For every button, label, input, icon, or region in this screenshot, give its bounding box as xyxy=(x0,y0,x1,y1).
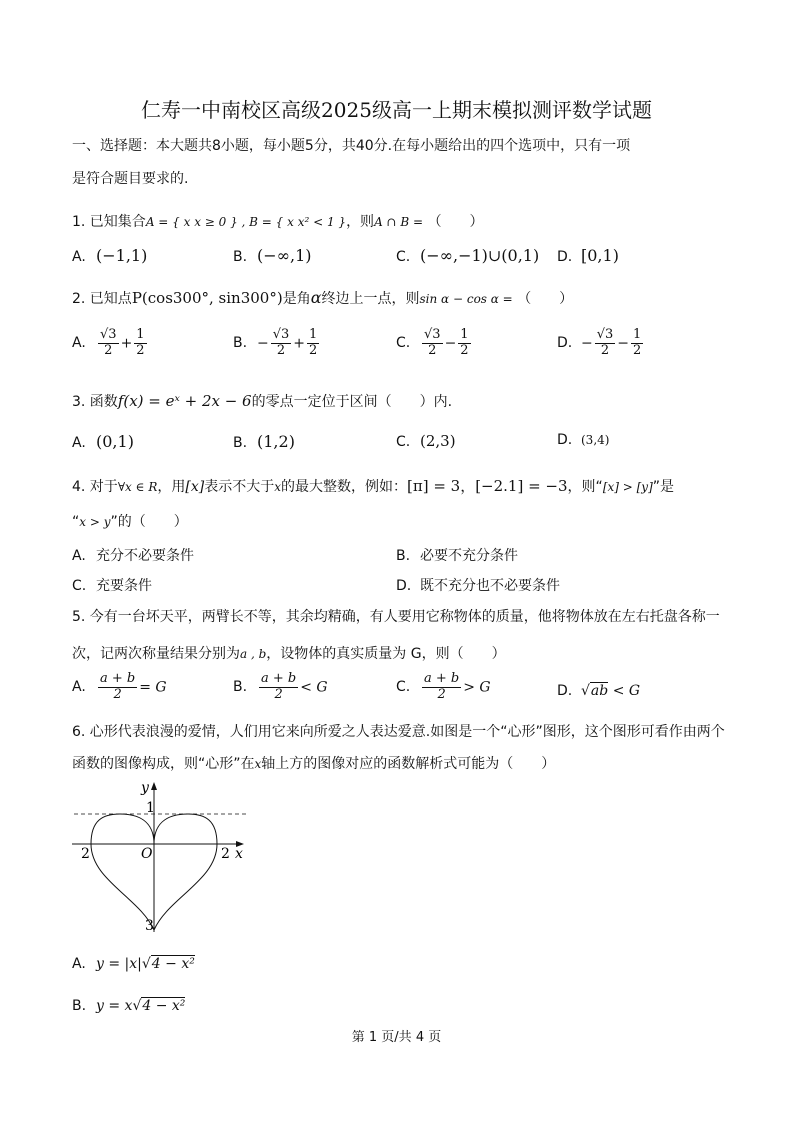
graph-label-one: 1 xyxy=(146,800,155,816)
graph-label-origin: O xyxy=(141,846,153,862)
graph-label-bottom-3: 3 xyxy=(145,918,154,934)
q1-sets: A = { x x ≥ 0 } , B = { x x² < 1 } xyxy=(145,215,347,229)
q1-suffix: （ ） xyxy=(427,214,484,230)
q4-forall: ∀x ∈ R xyxy=(117,480,158,494)
q2-suffix: （ ） xyxy=(517,291,574,307)
q2-option-b[interactable]: B. − $\frac{√3}{2}$ + $\frac{1}{2}$ xyxy=(233,327,318,358)
q1-prefix: 1. 已知集合 xyxy=(72,214,146,230)
question-5-stem-cont: 次，记两次称量结果分别为a , b，设物体的真实质量为 G，则（ ） xyxy=(72,646,506,662)
heart-upper-right xyxy=(154,814,217,844)
q2-point: P(cos300°, sin300°) xyxy=(131,289,283,307)
q2-alpha: α xyxy=(310,288,322,307)
q1-option-b[interactable]: B. (−∞,1) xyxy=(233,246,312,265)
question-4-stem-cont: “x > y”的（ ） xyxy=(72,514,188,530)
heart-graph-figure xyxy=(68,780,253,938)
q5-option-b[interactable]: B. $\frac{a + b}{2}$ < G xyxy=(233,671,328,702)
q1-option-c[interactable]: C. (−∞,−1)∪(0,1) xyxy=(396,246,540,265)
y-axis-arrow xyxy=(151,782,157,790)
page-title: 仁寿一中南校区高级2025级高一上期末模拟测评数学试题 xyxy=(141,98,652,122)
graph-label-left-2: 2 xyxy=(81,846,90,862)
graph-label-y: y xyxy=(141,780,149,796)
question-2-stem xyxy=(72,288,573,308)
q3-option-b[interactable]: B. (1,2) xyxy=(233,432,295,451)
question-6-stem-cont: 函数的图像构成，则“心形”在x轴上方的图像对应的函数解析式可能为（ ） xyxy=(72,756,556,772)
q3-prefix: 3. 函数 xyxy=(72,394,118,410)
page-footer: 第 1 页/共 4 页 xyxy=(351,1030,442,1045)
q6-option-b[interactable]: B. y = x√4 − x² xyxy=(72,998,186,1014)
q2-mid: 是角 xyxy=(282,291,311,307)
q4-option-b[interactable]: B. 必要不充分条件 xyxy=(396,548,518,564)
graph-label-right-2: 2 xyxy=(221,846,230,862)
q3-option-c[interactable]: C. (2,3) xyxy=(396,432,456,450)
q3-option-d[interactable]: D. (3,4) xyxy=(557,432,610,448)
q3-suffix: 的零点一定位于区间（ ）内. xyxy=(251,394,453,410)
q4-option-c[interactable]: C. 充要条件 xyxy=(72,578,152,594)
q4-option-d[interactable]: D. 既不充分也不必要条件 xyxy=(396,578,560,594)
q3-option-a[interactable]: A. (0,1) xyxy=(72,432,134,451)
section-heading: 一、选择题：本大题共8小题，每小题5分，共40分.在每小题给出的四个选项中，只有一项 xyxy=(72,138,631,154)
q2-option-d[interactable]: D. − $\frac{√3}{2}$ − $\frac{1}{2}$ xyxy=(557,327,642,358)
q2-expr: sin α − cos α = xyxy=(419,292,513,306)
section-heading-cont: 是符合题目要求的. xyxy=(72,171,189,187)
question-3-stem xyxy=(72,391,452,411)
q1-expr: A ∩ B = xyxy=(374,215,424,229)
graph-label-x: x xyxy=(235,846,243,862)
question-5-stem: 5. 今有一台坏天平，两臂长不等，其余均精确，有人要用它称物体的质量，他将物体放在左右托盘各称一 xyxy=(72,609,720,625)
q1-option-d[interactable]: D. [0,1) xyxy=(557,246,619,265)
question-6-stem: 6. 心形代表浪漫的爱情，人们用它来向所爱之人表达爱意.如图是一个“心形”图形，这个图形可看作由两个 xyxy=(72,724,725,740)
q5-option-a[interactable]: A. $\frac{a + b}{2}$ = G xyxy=(72,671,167,702)
question-4-stem: 4. 对于∀x ∈ R，用[x]表示不大于x的最大整数，例如：[π] = 3，[−2.1] = −3，则“[x] > [y]”是 xyxy=(72,477,675,495)
q1-option-a[interactable]: A. (−1,1) xyxy=(72,246,148,265)
q6-option-a[interactable]: A. y = |x|√4 − x² xyxy=(72,956,195,972)
q2-option-a[interactable]: A. $\frac{√3}{2}$ + $\frac{1}{2}$ xyxy=(72,327,145,358)
q5-option-d[interactable]: D. √ab < G xyxy=(557,683,641,699)
q5-option-c[interactable]: C. $\frac{a + b}{2}$ > G xyxy=(396,671,491,702)
q3-function: f(x) = eˣ + 2x − 6 xyxy=(117,392,252,410)
question-1-stem xyxy=(72,211,484,231)
q4-examples: [π] = 3，[−2.1] = −3 xyxy=(406,477,568,495)
q1-mid: ，则 xyxy=(346,214,375,230)
q2-mid2: 终边上一点，则 xyxy=(321,291,420,307)
q2-option-c[interactable]: C. $\frac{√3}{2}$ − $\frac{1}{2}$ xyxy=(396,327,469,358)
q2-prefix: 2. 已知点 xyxy=(72,291,132,307)
heart-upper-left xyxy=(91,814,154,844)
q4-option-a[interactable]: A. 充分不必要条件 xyxy=(72,548,194,564)
